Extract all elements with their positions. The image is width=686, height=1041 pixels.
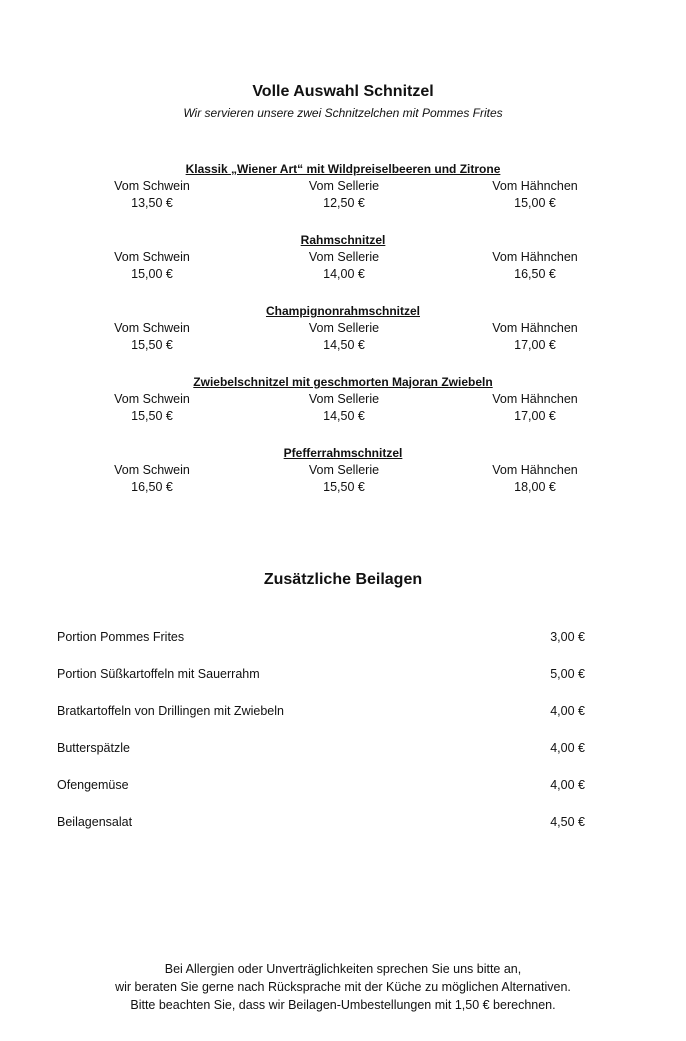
- side-item-price: 4,00 €: [550, 704, 585, 718]
- option-label: Vom Hähnchen: [492, 250, 578, 264]
- sides-title: Zusätzliche Beilagen: [263, 571, 423, 588]
- side-item-price: 4,50 €: [550, 815, 585, 829]
- option-schwein: [72, 249, 232, 283]
- option-price: 18,00 €: [514, 480, 556, 494]
- option-label: Vom Sellerie: [308, 321, 380, 335]
- option-price: 15,00 €: [131, 267, 173, 281]
- option-price: 14,50 €: [323, 338, 365, 352]
- page-subtitle: Wir servieren unsere zwei Schnitzelchen mit Pommes Frites: [183, 106, 503, 120]
- side-item-name: Bratkartoffeln von Drillingen mit Zwiebeln: [57, 704, 284, 718]
- option-label: Vom Schwein: [114, 321, 190, 335]
- option-label: Vom Sellerie: [308, 250, 380, 264]
- option-label: Vom Hähnchen: [492, 463, 578, 477]
- side-item-price: 4,00 €: [550, 741, 585, 755]
- side-item-name: Ofengemüse: [57, 778, 129, 792]
- side-item-name: Butterspätzle: [57, 741, 130, 755]
- option-price: 15,50 €: [323, 480, 365, 494]
- side-item-price: 3,00 €: [550, 630, 585, 644]
- option-haehnchen: [455, 249, 615, 283]
- option-sellerie: [264, 320, 424, 354]
- section-heading: Pfefferrahmschnitzel: [283, 446, 403, 460]
- option-price: 17,00 €: [514, 409, 556, 423]
- schnitzel-section: [0, 303, 686, 374]
- side-item: [57, 703, 585, 740]
- option-label: Vom Schwein: [114, 179, 190, 193]
- option-haehnchen: [455, 178, 615, 212]
- side-item-name: Portion Süßkartoffeln mit Sauerrahm: [57, 667, 260, 681]
- option-row: [0, 249, 686, 285]
- option-price: 15,00 €: [514, 196, 556, 210]
- option-sellerie: [264, 462, 424, 496]
- option-label: Vom Schwein: [114, 392, 190, 406]
- option-price: 15,50 €: [131, 338, 173, 352]
- section-heading: Champignonrahmschnitzel: [265, 304, 420, 318]
- option-label: Vom Schwein: [114, 463, 190, 477]
- option-label: Vom Schwein: [114, 250, 190, 264]
- side-item-price: 5,00 €: [550, 667, 585, 681]
- option-haehnchen: [455, 391, 615, 425]
- schnitzel-section: [0, 374, 686, 445]
- option-label: Vom Sellerie: [308, 392, 380, 406]
- option-row: [0, 178, 686, 214]
- option-schwein: [72, 391, 232, 425]
- option-price: 14,00 €: [323, 267, 365, 281]
- option-sellerie: [264, 391, 424, 425]
- schnitzel-section: [0, 161, 686, 232]
- option-label: Vom Sellerie: [308, 179, 380, 193]
- option-price: 16,50 €: [131, 480, 173, 494]
- option-haehnchen: [455, 462, 615, 496]
- option-label: Vom Sellerie: [308, 463, 380, 477]
- option-row: [0, 320, 686, 356]
- option-price: 15,50 €: [131, 409, 173, 423]
- option-label: Vom Hähnchen: [492, 179, 578, 193]
- option-row: [0, 462, 686, 498]
- side-item: [57, 777, 585, 814]
- side-item: [57, 666, 585, 703]
- schnitzel-section: [0, 232, 686, 303]
- side-item: [57, 740, 585, 777]
- schnitzel-section: [0, 445, 686, 516]
- schnitzel-sections: [0, 161, 686, 516]
- option-price: 12,50 €: [323, 196, 365, 210]
- option-haehnchen: [455, 320, 615, 354]
- side-item-price: 4,00 €: [550, 778, 585, 792]
- side-item-name: Portion Pommes Frites: [57, 630, 185, 644]
- option-price: 16,50 €: [514, 267, 556, 281]
- side-item: [57, 814, 585, 851]
- section-heading: Klassik „Wiener Art“ mit Wildpreiselbeeren und Zitrone: [185, 162, 501, 176]
- option-sellerie: [264, 178, 424, 212]
- section-heading: Rahmschnitzel: [300, 233, 386, 247]
- option-price: 17,00 €: [514, 338, 556, 352]
- page-title: Volle Auswahl Schnitzel: [252, 83, 434, 100]
- option-schwein: [72, 320, 232, 354]
- allergy-note: [0, 960, 686, 1014]
- option-price: 14,50 €: [323, 409, 365, 423]
- footer-line: Bitte beachten Sie, dass wir Beilagen-Umbestellungen mit 1,50 € berechnen.: [130, 998, 556, 1012]
- option-label: Vom Hähnchen: [492, 392, 578, 406]
- side-item-name: Beilagensalat: [57, 815, 133, 829]
- option-price: 13,50 €: [131, 196, 173, 210]
- sides-list: [57, 629, 585, 851]
- option-sellerie: [264, 249, 424, 283]
- section-heading: Zwiebelschnitzel mit geschmorten Majoran Zwiebeln: [193, 375, 493, 389]
- option-row: [0, 391, 686, 427]
- side-item: [57, 629, 585, 666]
- option-label: Vom Hähnchen: [492, 321, 578, 335]
- footer-line: Bei Allergien oder Unverträglichkeiten sprechen Sie uns bitte an,: [164, 962, 522, 976]
- option-schwein: [72, 178, 232, 212]
- option-schwein: [72, 462, 232, 496]
- footer-line: wir beraten Sie gerne nach Rücksprache mit der Küche zu möglichen Alternativen.: [115, 980, 571, 994]
